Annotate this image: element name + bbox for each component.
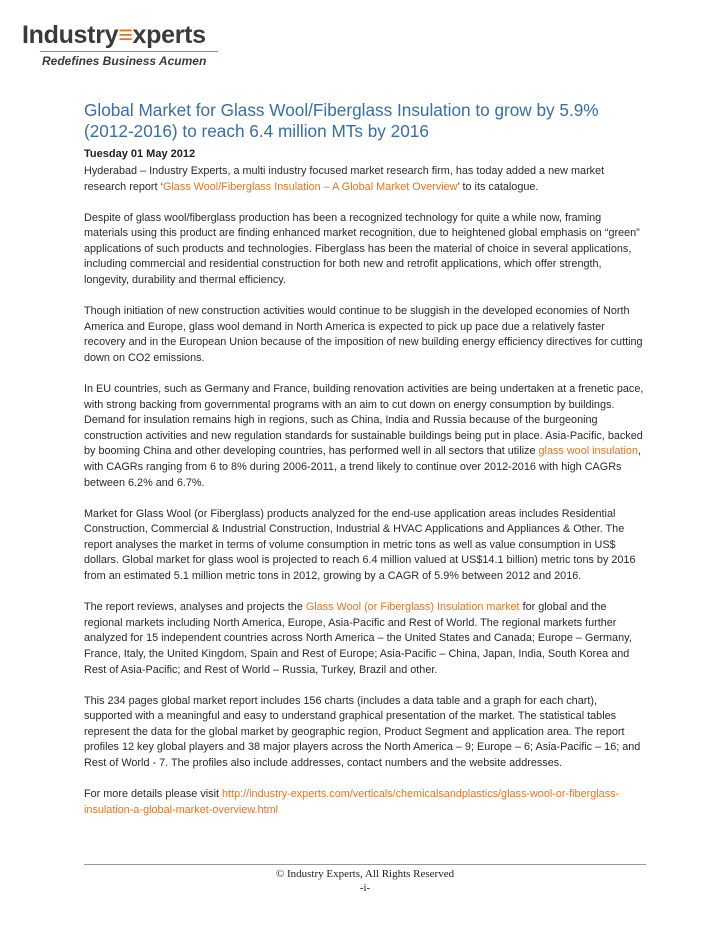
paragraph-outlook: Though initiation of new construction activities would continue to be sluggish in the developed economies of North America and Europe, glass wool demand in North America is expected to pick up pace due a relatively faster recovery and in the European Union because of the imposition of new building energy efficiency directives for cutting down on CO2 emissions.: [84, 305, 643, 364]
paragraph-background: Despite of glass wool/fiberglass production has been a recognized technology for quite a while now, framing materials using this product are finding enhanced market recognition, due to heightened global emphasis on “green” applications of such products and technologies. Fiberglass has been the material of choice in several applications, including commercial and residential construction for both new and retrofit applications, which offer strength, longevity, durability and thermal efficiency.: [84, 211, 640, 287]
paragraph-more-details: For more details please visit http://industry-experts.com/verticals/chemicalsandplastics/glass-wool-or-fiberglass-insulation-a-global-market-overview.html: [84, 788, 620, 816]
copyright-notice: © Industry Experts, All Rights Reserved: [275, 868, 455, 880]
page-number: -i-: [359, 882, 371, 894]
company-logo: [22, 22, 212, 70]
footer-divider: [84, 864, 646, 865]
page-footer: [84, 864, 646, 904]
logo-equals-icon: ≡: [118, 21, 133, 49]
logo-divider: [40, 51, 218, 52]
page-title: Global Market for Glass Wool/Fiberglass Insulation to grow by 5.9% (2012-2016) to reach 6.4 million MTs by 2016: [84, 100, 599, 141]
press-release: [84, 100, 646, 834]
logo-wordmark: Industry≡xperts: [22, 21, 206, 49]
paragraph-regions: In EU countries, such as Germany and France, building renovation activities are being undertaken at a frenetic pace, with strong backing from governmental programs with an aim to cut down on energy consumption by buildings. Demand for insulation remains high in regions, such as China, India and Russia because of the burgeoning construction activities and new regulation standards for sustainable buildings being put in place. Asia-Pacific, backed by booming China and other developing countries, has performed well in all sectors that utilize glass wool insulation, with CAGRs ranging from 6 to 8% during 2006-2011, a trend likely to continue over 2012-2016 with high CAGRs between 6.2% and 6.7%.: [84, 383, 644, 489]
report-title-link[interactable]: Glass Wool/Fiberglass Insulation – A Global Market Overview: [162, 180, 458, 193]
release-date: Tuesday 01 May 2012: [84, 148, 196, 160]
report-url-link[interactable]: http://industry-experts.com/verticals/chemicalsandplastics/glass-wool-or-fiberglass-insulation-a-global-market-overview.html: [84, 788, 620, 816]
logo-tagline: Redefines Business Acumen: [42, 54, 207, 68]
glass-wool-insulation-link[interactable]: glass wool insulation: [538, 445, 638, 458]
insulation-market-link[interactable]: Glass Wool (or Fiberglass) Insulation market: [305, 601, 520, 614]
paragraph-intro: Hyderabad – Industry Experts, a multi industry focused market research firm, has today added a new market research report ‘Glass Wool/Fiberglass Insulation – A Global Market Overview’ to its catalogue.: [84, 165, 605, 193]
paragraph-report-details: This 234 pages global market report includes 156 charts (includes a data table and a graph for each chart), supported with a meaningful and easy to understand graphical presentation of the market. The statistical tables represent the data for the global market by geographic region, Product Segment and application area. The report profiles 12 key global players and 38 major players across the North America – 9; Europe – 6; Asia-Pacific – 16; and Rest of World - 7. The profiles also include addresses, contact numbers and the website addresses.: [84, 694, 641, 769]
paragraph-coverage: The report reviews, analyses and projects the Glass Wool (or Fiberglass) Insulation market for global and the regional markets including North America, Europe, Asia-Pacific and Rest of World. The regional markets further analyzed for 15 independent countries across North America – the United States and Canada; Europe – Germany, France, Italy, the United Kingdom, Spain and Rest of Europe; Asia-Pacific – China, Japan, India, South Korea and Rest of Asia-Pacific; and Rest of World – Russia, Turkey, Brazil and other.: [84, 601, 632, 676]
paragraph-market-size: Market for Glass Wool (or Fiberglass) products analyzed for the end-use application areas includes Residential Construction, Commercial & Industrial Construction, Industrial & HVAC Applications and Appliances & Other. The report analyses the market in terms of volume consumption in metric tons as well as value consumption in US$ dollars. Global market for glass wool is projected to reach 6.4 million valued at US$14.1 billion) metric tons by 2016 from an estimated 5.1 million metric tons in 2012, growing by a CAGR of 5.9% between 2012 and 2016.: [84, 507, 636, 583]
